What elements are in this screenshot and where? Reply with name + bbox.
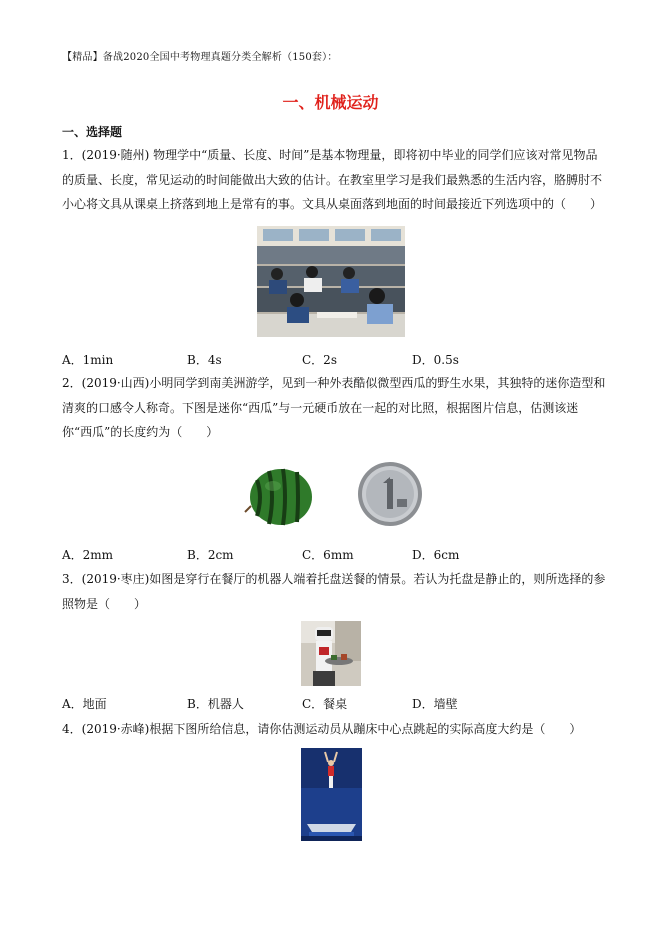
one-yuan-coin-photo	[357, 461, 423, 527]
question-3-options	[62, 695, 562, 711]
classroom-photo	[257, 226, 405, 337]
option-c[interactable]: C．6mm	[302, 548, 354, 562]
document-header: 【精品】备战2020全国中考物理真题分类全解析（150套）：	[62, 52, 338, 63]
option-c[interactable]: C．餐桌	[302, 697, 348, 711]
serving-robot-photo	[301, 621, 361, 686]
mini-watermelon-photo	[243, 466, 318, 528]
option-a[interactable]: A．2mm	[62, 548, 114, 562]
option-d[interactable]: D．0.5s	[412, 353, 459, 367]
question-3-text: 3．(2019·枣庄)如图是穿行在餐厅的机器人端着托盘送餐的情景。若认为托盘是静止的，则所选择的参照物是（ ）	[62, 572, 606, 611]
section-heading: 一、选择题	[62, 125, 123, 139]
option-b[interactable]: B．机器人	[187, 697, 244, 711]
option-b[interactable]: B．4s	[187, 353, 222, 367]
option-d[interactable]: D．墙壁	[412, 697, 458, 711]
chapter-title: 一、机械运动	[282, 93, 379, 112]
question-2-text: 2．(2019·山西)小明同学到南美洲游学，见到一种外表酷似微型西瓜的野生水果，其独特的迷你造型和清爽的口感令人称奇。下图是迷你“西瓜”与一元硬币放在一起的对比照，根据图片信息，估测该迷你“西瓜”的长度约为（ ）	[62, 376, 606, 439]
question-1-text: 1．(2019·随州) 物理学中“质量、长度、时间”是基本物理量，即将初中毕业的同学们应该对常见物品的质量、长度，常见运动的时间能做出大致的估计。在教室里学习是我们最熟悉的生活内容，胳膊肘不小心将文具从课桌上挤落到地上是常有的事。文具从桌面落到地面的时间最接近下列选项中的（ ）	[62, 148, 603, 211]
option-c[interactable]: C．2s	[302, 353, 337, 367]
option-a[interactable]: A．地面	[62, 697, 107, 711]
trampoline-athlete-photo	[301, 748, 362, 841]
option-b[interactable]: B．2cm	[187, 548, 234, 562]
question-4-text: 4．(2019·赤峰)根据下图所给信息，请你估测运动员从蹦床中心点跳起的实际高度大约是（ ）	[62, 722, 582, 736]
option-d[interactable]: D．6cm	[412, 548, 460, 562]
question-2-options	[62, 546, 562, 562]
option-a[interactable]: A．1min	[62, 353, 114, 367]
question-1-options	[62, 351, 562, 367]
